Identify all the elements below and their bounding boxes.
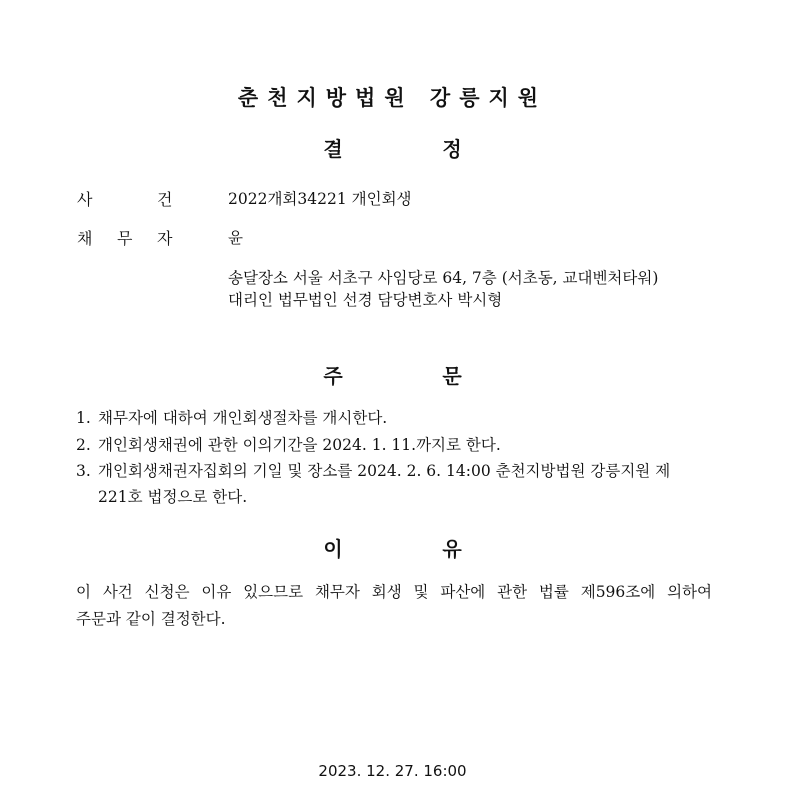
debtor-address: 송달장소 서울 서초구 사임당로 64, 7층 (서초동, 교대벤처타워): [228, 269, 659, 287]
reason-heading-right: 유: [442, 537, 462, 561]
order-item-text: 개인회생채권에 관한 이의기간을 2024. 1. 11.까지로 한다.: [98, 436, 501, 454]
debtor-label-char: 무: [117, 229, 133, 248]
order-item-text: 채무자에 대하여 개인회생절차를 개시한다.: [98, 409, 388, 427]
order-item-number: 1.: [76, 409, 91, 427]
debtor-label-char: 자: [157, 229, 173, 248]
reason-line: 이 사건 신청은 이유 있으므로 채무자 회생 및 파산에 관한 법률 제596조에 의하여: [76, 583, 712, 601]
order-item-continuation: 221호 법정으로 한다.: [98, 488, 248, 506]
reason-heading-left: 이: [323, 537, 343, 561]
reason-line: 주문과 같이 결정한다.: [76, 610, 226, 628]
order-item: [76, 406, 387, 428]
order-item-text: 개인회생채권자집회의 기일 및 장소를 2024. 2. 6. 14:00 춘천지방법원 강릉지원 제: [98, 462, 671, 480]
order-item: [76, 433, 501, 455]
order-heading-right: 문: [442, 364, 462, 388]
case-label-char: 건: [157, 190, 173, 209]
decision-date: 2023. 12. 27. 16:00: [318, 762, 467, 780]
order-heading-left: 주: [323, 364, 343, 388]
debtor-name: 윤: [228, 229, 243, 247]
debtor-label-char: 채: [77, 229, 93, 248]
doc-title-right: 정: [442, 137, 462, 161]
court-name: 춘천지방법원 강릉지원: [237, 86, 548, 110]
case-number: 2022개회34221 개인회생: [228, 190, 412, 208]
order-item-number: 3.: [76, 462, 91, 480]
doc-title-left: 결: [323, 137, 343, 161]
case-label-char: 사: [77, 190, 93, 209]
order-item-number: 2.: [76, 436, 91, 454]
debtor-agent: 대리인 법무법인 선경 담당변호사 박시형: [228, 291, 503, 309]
order-item: [76, 459, 670, 481]
